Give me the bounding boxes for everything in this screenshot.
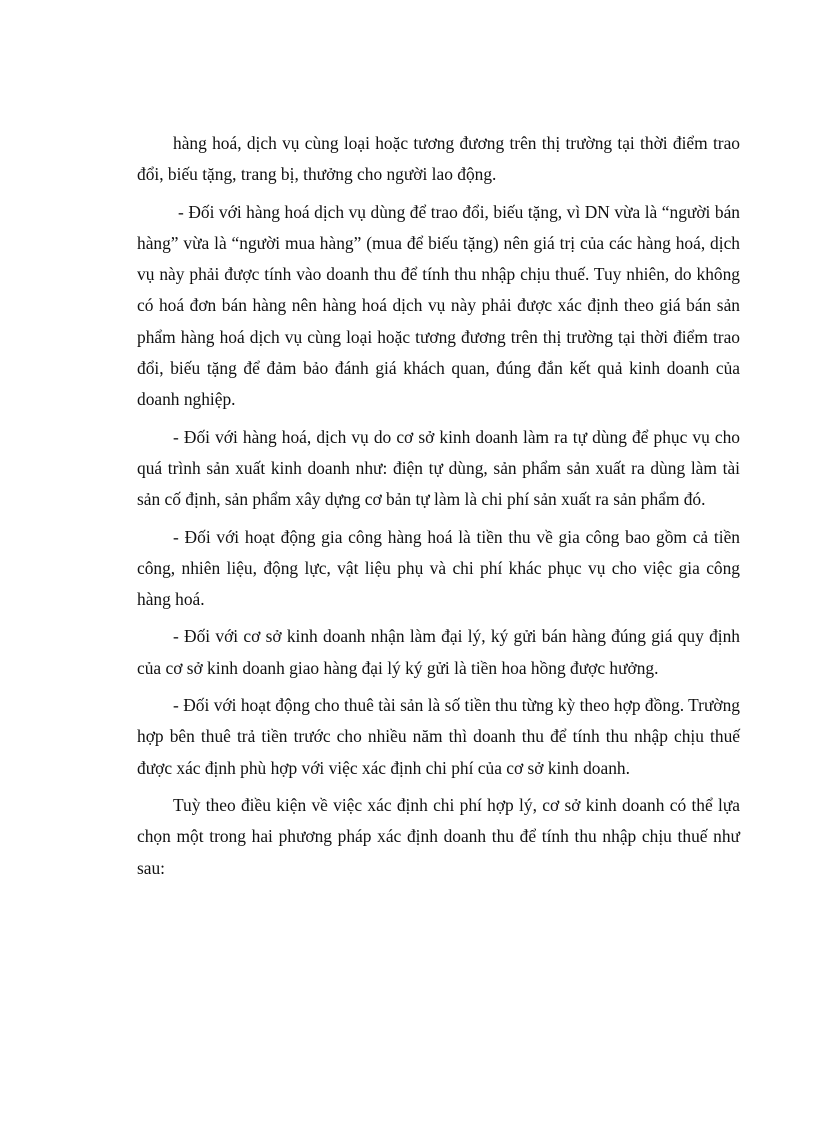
paragraph-leasing: - Đối với hoạt động cho thuê tài sản là số tiền thu từng kỳ theo hợp đồng. Trường hợp bên thuê trả tiền trước cho nhiều năm thì doanh thu để tính thu nhập chịu thuế được xác định phù hợp với việc xác định chi phí của cơ sở kinh doanh.	[137, 695, 740, 778]
paragraph-exchange-gifts: - Đối với hàng hoá dịch vụ dùng để trao đổi, biếu tặng, vì DN vừa là “người bán hàng” vừa là “người mua hàng” (mua để biếu tặng) nên giá trị của các hàng hoá, dịch vụ này phải được tính vào doanh thu để tính thu nhập chịu thuế. Tuy nhiên, do không có hoá đơn bán hàng nên hàng hoá dịch vụ này phải được xác định theo giá bán sản phẩm hàng hoá dịch vụ cùng loại hoặc tương đương trên thị trường tại thời điểm trao đổi, biếu tặng để đảm bảo đánh giá khách quan, đúng đắn kết quả kinh doanh của doanh nghiệp.	[137, 201, 740, 410]
paragraph-processing: - Đối với hoạt động gia công hàng hoá là tiền thu về gia công bao gồm cả tiền công, nhiên liệu, động lực, vật liệu phụ và chi phí khác phục vụ cho việc gia công hàng hoá.	[137, 526, 740, 610]
paragraph-continuation: hàng hoá, dịch vụ cùng loại hoặc tương đương trên thị trường tại thời điểm trao đổi, biếu tặng, trang bị, thưởng cho người lao động.	[137, 133, 740, 185]
paragraph-agency: - Đối với cơ sở kinh doanh nhận làm đại lý, ký gửi bán hàng đúng giá quy định của cơ sở kinh doanh giao hàng đại lý ký gửi là tiền hoa hồng được hưởng.	[137, 626, 740, 678]
paragraph-methods-intro: Tuỳ theo điều kiện về việc xác định chi phí hợp lý, cơ sở kinh doanh có thể lựa chọn một trong hai phương pháp xác định doanh thu để tính thu nhập chịu thuế như sau:	[137, 794, 740, 878]
paragraph-self-use: - Đối với hàng hoá, dịch vụ do cơ sở kinh doanh làm ra tự dùng để phục vụ cho quá trình sản xuất kinh doanh như: điện tự dùng, sản phẩm sản xuất ra dùng làm tài sản cố định, sản phẩm xây dựng cơ bản tự làm là chi phí sản xuất ra sản phẩm đó.	[137, 426, 740, 510]
document-body	[137, 128, 740, 890]
